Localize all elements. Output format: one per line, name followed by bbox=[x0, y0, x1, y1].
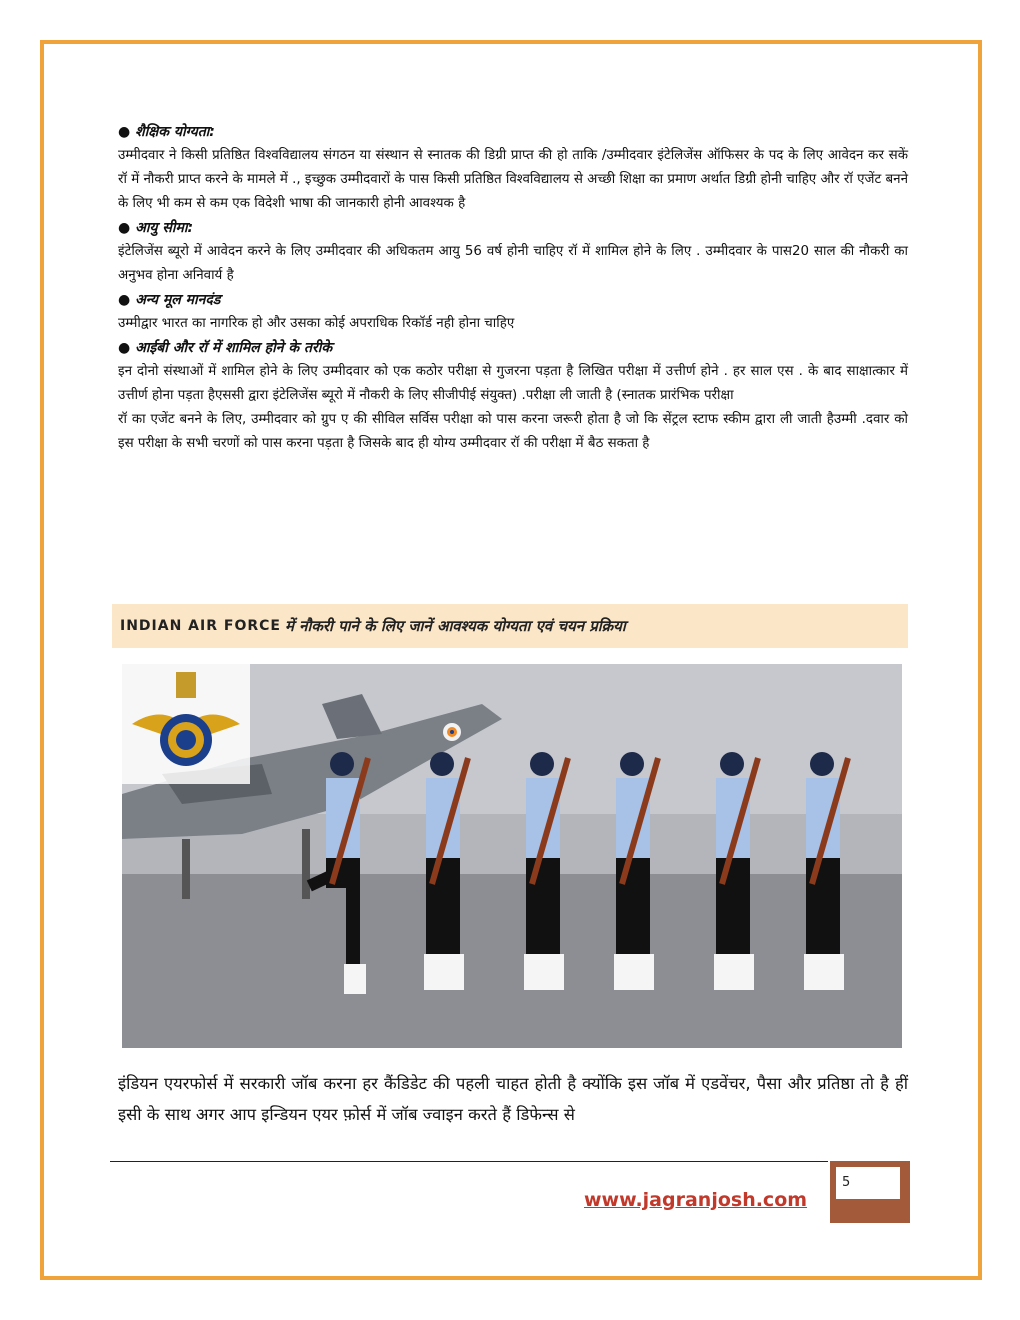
footer-divider bbox=[110, 1161, 828, 1162]
section-title-bar bbox=[112, 604, 908, 648]
air-force-emblem bbox=[122, 664, 250, 784]
eligibility-content bbox=[118, 120, 908, 456]
intro-paragraph: इंडियन एयरफोर्स में सरकारी जॉब करना हर कैंडिडेट की पहली चाहत होती है क्योंकि इस जॉब में एडवेंचर, पैसा और प्रतिष्ठा तो है हीं इसी के साथ अगर आप इन्डियन एयर फ़ोर्स में जॉब ज्वाइन करते हैं डिफेन्स से bbox=[118, 1074, 908, 1124]
section-other-criteria bbox=[118, 288, 908, 336]
parade-illustration bbox=[122, 664, 902, 1048]
page-number-box bbox=[830, 1161, 910, 1223]
section-title-hindi: में नौकरी पाने के लिए जानें आवश्यक योग्यता एवं चयन प्रक्रिया bbox=[284, 617, 626, 635]
website-link[interactable]: www.jagranjosh.com bbox=[584, 1189, 808, 1211]
section-age-limit bbox=[118, 216, 908, 288]
section-text: रॉ का एजेंट बनने के लिए, उम्मीदवार को ग्रुप ए की सीविल सर्विस परीक्षा को पास करना जरूरी होता है जो कि सेंट्रल स्टाफ स्कीम द्वारा ली जाती हैउम्मी .दवार को इस परीक्षा के सभी चरणों को पास करना पड़ता है जिसके बाद ही योग्य उम्मीदवार रॉ की परीक्षा में बैठ सकता है bbox=[118, 412, 908, 451]
section-joining-methods bbox=[118, 336, 908, 408]
section-heading: ● आईबी और रॉ में शामिल होने के तरीके bbox=[118, 340, 333, 356]
section-text: इंटेलिजेंस ब्यूरो में आवेदन करने के लिए उम्मीदवार की अधिकतम आयु 56 वर्ष होनी चाहिए रॉ में शामिल होने के लिए . उम्मीदवार के पास20 साल की नौकरी का अनुभव होना अनिवार्य है bbox=[118, 244, 908, 283]
section-heading: ● शैक्षिक योग्यता: bbox=[118, 124, 215, 140]
section-text: उम्मीदवार ने किसी प्रतिष्ठित विश्वविद्यालय संगठन या संस्थान से स्नातक की डिग्री प्राप्त की हो ताकि /उम्मीदवार इंटेलिजेंस ऑफिसर के पद के लिए आवेदन कर सकें रॉ में नौकरी प्राप्त करने के मामले में ., इच्छुक उम्मीदवारों के पास किसी प्रतिष्ठित विश्वविद्यालय से अच्छी शिक्षा का प्रमाण अर्थात डिग्री होनी चाहिए और रॉ एजेंट बनने के लिए भी कम से कम एक विदेशी भाषा की जानकारी होनी आवश्यक है bbox=[118, 148, 908, 211]
section-raw-agent bbox=[118, 408, 908, 456]
section-heading: ● अन्य मूल मानदंड bbox=[118, 292, 221, 308]
air-force-intro bbox=[118, 1068, 908, 1130]
section-text: इन दोनो संस्थाओं में शामिल होने के लिए उम्मीदवार को एक कठोर परीक्षा से गुजरना पड़ता है लिखित परीक्षा में उत्तीर्ण होने . हर साल एस . के बाद साक्षात्कार में उत्तीर्ण होना पड़ता हैएससी द्वारा इंटेलिजेंस ब्यूरो में नौकरी के लिए सीजीपीई संयुक्त) .परीक्षा ली जाती है (स्नातक प्रारंभिक परीक्षा bbox=[118, 364, 908, 403]
section-heading: ● आयु सीमा: bbox=[118, 220, 194, 236]
page-number: 5 bbox=[836, 1167, 900, 1199]
air-force-parade-photo bbox=[122, 664, 902, 1048]
section-title-english: INDIAN AIR FORCE bbox=[120, 618, 281, 634]
section-text: उम्मीद्वार भारत का नागरिक हो और उसका कोई अपराधिक रिकॉर्ड नही होना चाहिए bbox=[118, 316, 515, 331]
section-education bbox=[118, 120, 908, 216]
